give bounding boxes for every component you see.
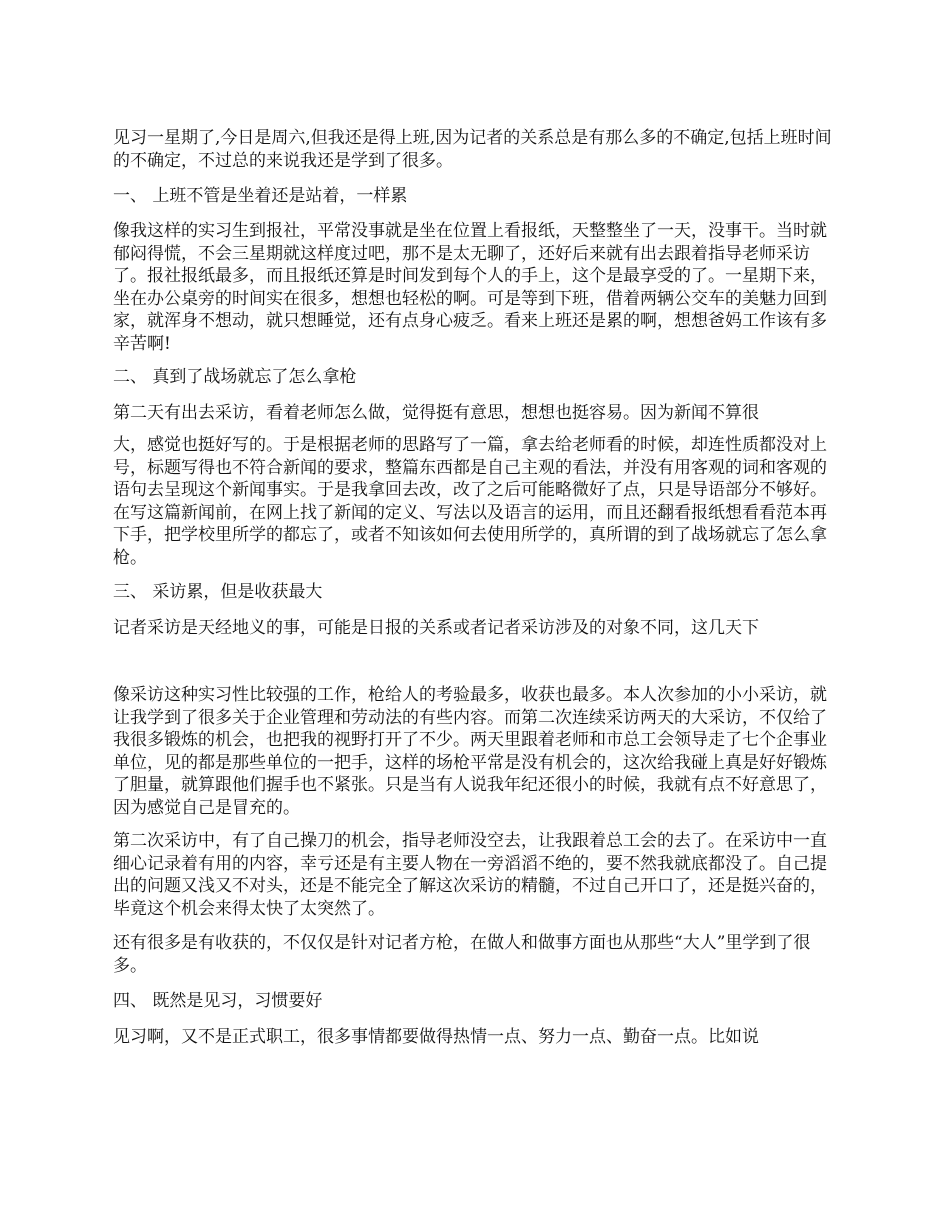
paragraph-section-3-c: 第二次采访中，有了自己操刀的机会，指导老师没空去，让我跟着总工会的去了。在采访中一直细心记录着有用的内容，幸亏还是有主要人物在一旁滔滔不绝的，要不然我就底都没了。自己提出的问题又浅又不对头，还是不能完全了解这次采访的精髓，不过自己开口了，还是挺兴奋的，毕竟这个机会来得太快了太突然了。	[113, 831, 827, 919]
paragraph-section-1: 像我这样的实习生到报社，平常没事就是坐在位置上看报纸，天整整坐了一天，没事干。当时就郁闷得慌，不会三星期就这样度过吧，那不是太无聊了，还好后来就有出去跟着指导老师采访了。报社报纸最多，而且报纸还算是时间发到每个人的手上，这个是最享受的了。一星期下来，坐在办公桌旁的时间实在很多，想想也轻松的啊。可是等到下班，借着两辆公交车的美魅力回到家，就浑身不想动，就只想睡觉，还有点身心疲乏。看来上班还是累的啊，想想爸妈工作该有多辛苦啊!	[113, 221, 827, 354]
paragraph-intro: 见习一星期了,今日是周六,但我还是得上班,因为记者的关系总是有那么多的不确定,包括上班时间的不确定，不过总的来说我还是学到了很多。	[113, 128, 832, 171]
paragraph-section-3-a: 记者采访是天经地义的事，可能是日报的关系或者记者采访涉及的对象不同，这几天下	[113, 618, 759, 638]
paragraph-section-3-d: 还有很多是有收获的，不仅仅是针对记者方枪，在做人和做事方面也从那些“大人”里学到了很多。	[113, 933, 811, 976]
section-heading-4: 四、 既然是见习，习惯要好	[113, 991, 323, 1011]
section-heading-2: 二、 真到了战场就忘了怎么拿枪	[113, 367, 357, 387]
section-heading-1: 一、 上班不管是坐着还是站着，一样累	[113, 186, 408, 206]
paragraph-section-3-b: 像采访这种实习性比较强的工作，枪给人的考验最多，收获也最多。本人次参加的小小采访，就让我学到了很多关于企业管理和劳动法的有些内容。而第二次连续采访两天的大采访，不仅给了我很多锻炼的机会，也把我的视野打开了不少。两天里跟着老师和市总工会领导走了七个企事业单位，见的都是那些单位的一把手，这样的场枪平常是没有机会的，这次给我碰上真是好好锻炼了胆量，就算跟他们握手也不紧张。只是当有人说我年纪还很小的时候，我就有点不好意思了，因为感觉自己是冒充的。	[113, 685, 827, 818]
section-heading-3: 三、 采访累，但是收获最大	[113, 582, 323, 602]
paragraph-section-4: 见习啊，又不是正式职工，很多事情都要做得热情一点、努力一点、勤奋一点。比如说	[113, 1027, 759, 1047]
paragraph-section-2-a: 第二天有出去采访，看着老师怎么做，觉得挺有意思，想想也挺容易。因为新闻不算很	[113, 403, 759, 423]
paragraph-section-2-b: 大，感觉也挺好写的。于是根据老师的思路写了一篇，拿去给老师看的时候，却连性质都没对上号，标题写得也不符合新闻的要求，整篇东西都是自己主观的看法，并没有用客观的词和客观的语句去呈现这个新闻事实。于是我拿回去改，改了之后可能略微好了点，只是导语部分不够好。在写这篇新闻前，在网上找了新闻的定义、写法以及语言的运用，而且还翻看报纸想看看范本再下手，把学校里所学的都忘了，或者不知该如何去使用所学的，真所谓的到了战场就忘了怎么拿枪。	[113, 435, 827, 568]
